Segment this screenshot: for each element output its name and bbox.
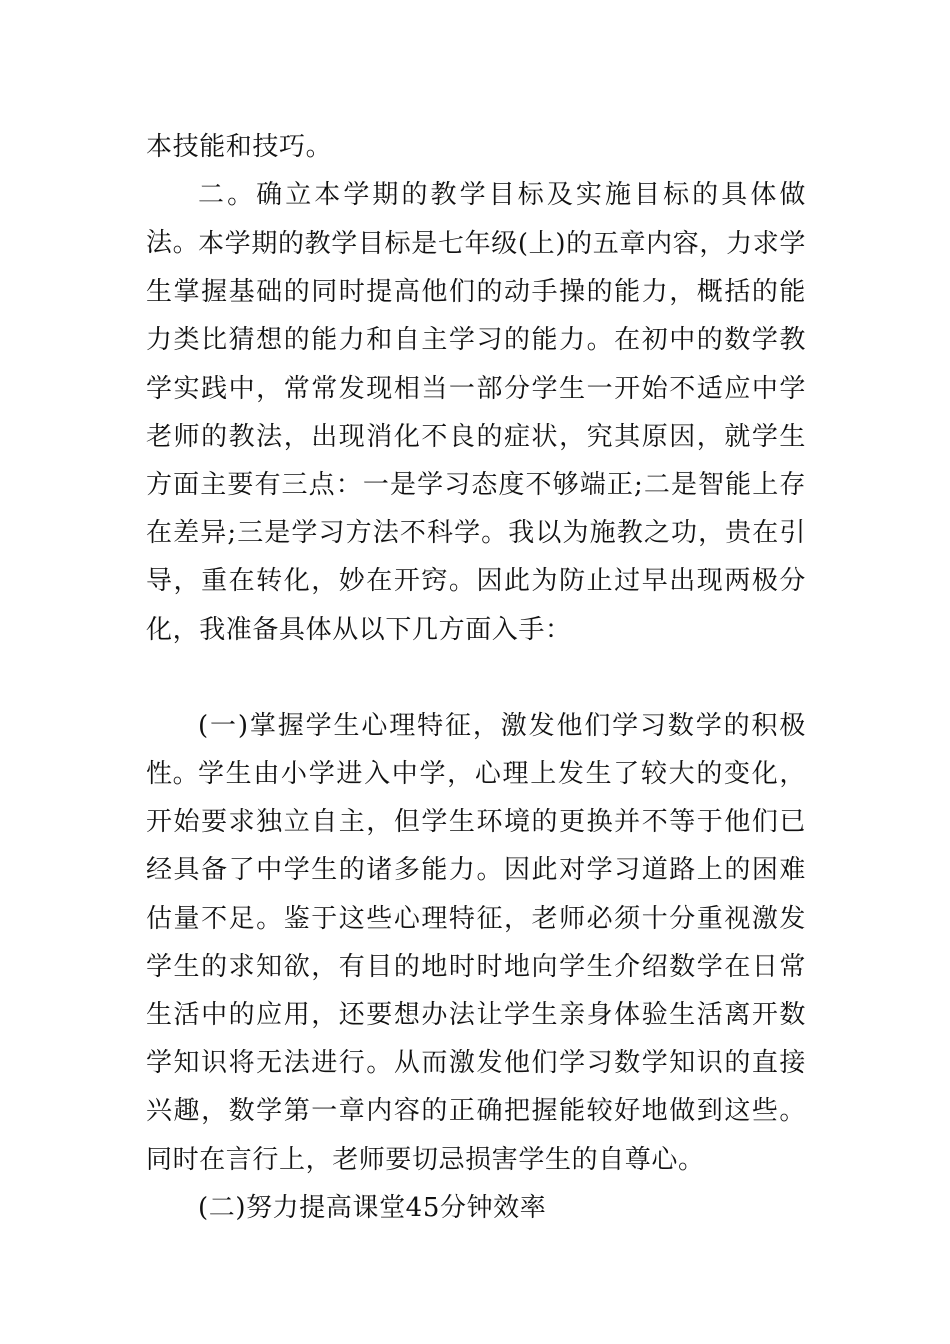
paragraph-goals: [146, 220, 806, 654]
paragraph-continuation: [146, 123, 806, 171]
subheading-text: (二)努力提高课堂45分钟效率: [198, 1193, 547, 1223]
subheading-text: (一)掌握学生心理特征，激发他们学习数学的积极性。: [146, 711, 806, 790]
paragraph-text: 学生由小学进入中学，心理上发生了较大的变化，开始要求独立自主，但学生环境的更换并不等于他们已经具备了中学生的诸多能力。因此对学习道路上的困难估量不足。鉴于这些心理特征，老师必须十分重视激发学生的求知欲，有目的地时时地向学生介绍数学在日常生活中的应用，还要想办法让学生亲身体验生活离开数学知识将无法进行。从而激发他们学习数学知识的直接兴趣，数学第一章内容的正确把握能较好地做到这些。同时在言行上，老师要切忌损害学生的自尊心。: [146, 759, 806, 1175]
paragraph-psychology: [146, 750, 806, 1184]
paragraph-text: 本技能和技巧。: [146, 132, 333, 162]
subheading-two: [146, 1184, 806, 1232]
heading-text: 二。确立本学期的教学目标及实施目标的具体做法。: [146, 180, 806, 259]
paragraph-text: 本学期的教学目标是七年级(上)的五章内容，力求学生掌握基础的同时提高他们的动手操的能力，概括的能力类比猜想的能力和自主学习的能力。在初中的数学教学实践中，常常发现相当一部分学生一开始不适应中学老师的教法，出现消化不良的症状，究其原因，就学生方面主要有三点：一是学习态度不够端正;二是智能上存在差异;三是学习方法不科学。我以为施教之功，贵在引导，重在转化，妙在开窍。因此为防止过早出现两极分化，我准备具体从以下几方面入手：: [146, 229, 806, 645]
